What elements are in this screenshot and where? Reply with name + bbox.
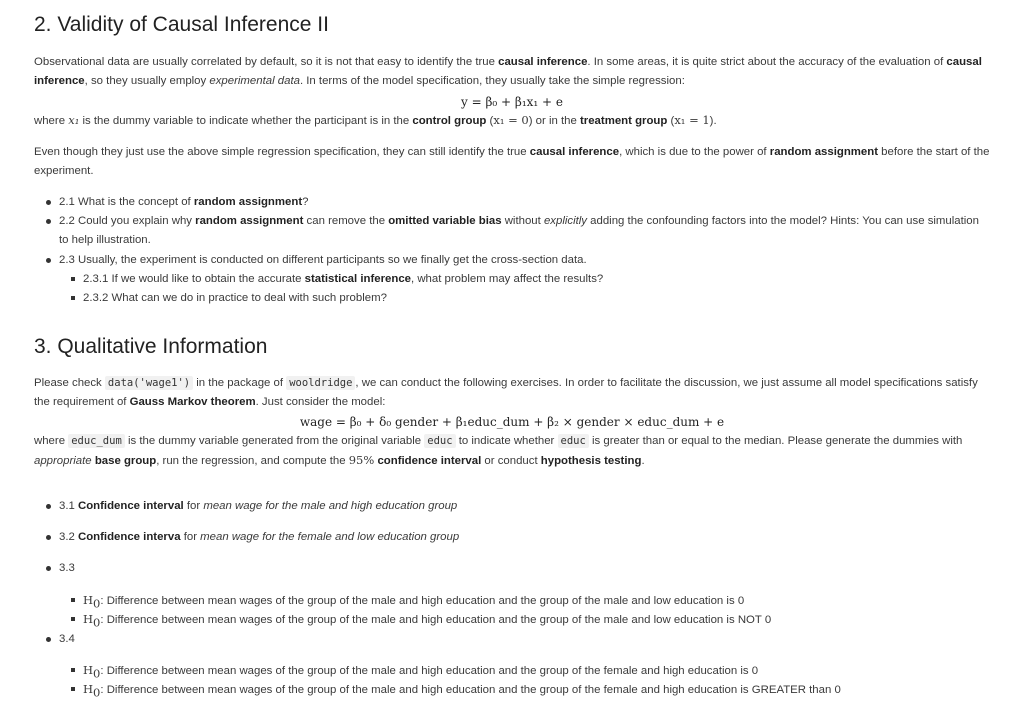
section-3-dummy-text: where educ_dum is the dummy variable generated from the original variable educ to indicate whether educ is greater than or equal to the median. Please generate the dummies with appropriate base group, run the regression, and compute the 95% confidence interval or conduct hypothesis testing. — [34, 435, 963, 468]
section-2-dummy-text: where x₁ is the dummy variable to indicate whether the participant is in the control group (x₁ = 0) or in the treatment group (x₁ = 1). — [34, 113, 717, 127]
hypothesis-item: $H_0$: Difference between mean wages of the group of the male and high education and the group of the female and high education is GREATER than 0 — [83, 680, 993, 703]
hypothesis-item: $H_0$: Difference between mean wages of the group of the male and high education and the group of the male and low education is NOT 0 — [83, 610, 993, 633]
section-3-intro: Please check data('wage1') in the package of wooldridge , we can conduct the following exercises. In order to facilitate the discussion, we just assume all model specifications satisfy the requirement of Gauss Markov theorem. Just consider the model: — [34, 377, 978, 409]
list-item: 3.4 — [59, 630, 989, 649]
hypothesis-item: $H_0$: Difference between mean wages of the group of the male and high education and the group of the female and high education is 0 — [83, 661, 993, 684]
sub-list-item: 2.3.1 If we would like to obtain the accurate statistical inference, what problem may affect the results? — [83, 270, 993, 289]
section-3-title: 3. Qualitative Information — [34, 335, 268, 358]
section-2-random-text: Even though they just use the above simple regression specification, they can still identify the true causal inference, which is due to the power of random assignment before the start of the experiment. — [34, 146, 990, 178]
list-item: 3.1 Confidence interval for mean wage for the male and high education group — [59, 497, 989, 516]
list-item: 3.2 Confidence interva for mean wage for the female and low education group — [59, 528, 989, 547]
list-item: 2.1 What is the concept of random assignment? — [59, 193, 989, 212]
list-item: 2.3 Usually, the experiment is conducted on different participants so we finally get the cross-section data. — [59, 251, 989, 270]
sub-list-item: 2.3.2 What can we do in practice to deal with such problem? — [83, 289, 993, 308]
hypothesis-item: $H_0$: Difference between mean wages of the group of the male and high education and the group of the male and low education is 0 — [83, 591, 993, 614]
regression-equation: y = β₀ + β₁x₁ + e — [460, 95, 563, 109]
section-2-title: 2. Validity of Causal Inference II — [34, 13, 329, 36]
section-2-intro: Observational data are usually correlated by default, so it is not that easy to identify the true causal inference. In some areas, it is quite strict about the accuracy of the evaluation of causal inference, so they usually employ experimental data. In terms of the model specification, they usually take the simple regression: — [34, 56, 982, 88]
list-item: 2.2 Could you explain why random assignment can remove the omitted variable bias without explicitly adding the confounding factors into the model? Hints: You can use simulation to help illustration. — [59, 212, 989, 251]
wage-model-equation: wage = β₀ + δ₀ gender + β₁educ_dum + β₂ × gender × educ_dum + e — [299, 415, 725, 429]
list-item: 3.3 — [59, 559, 989, 578]
